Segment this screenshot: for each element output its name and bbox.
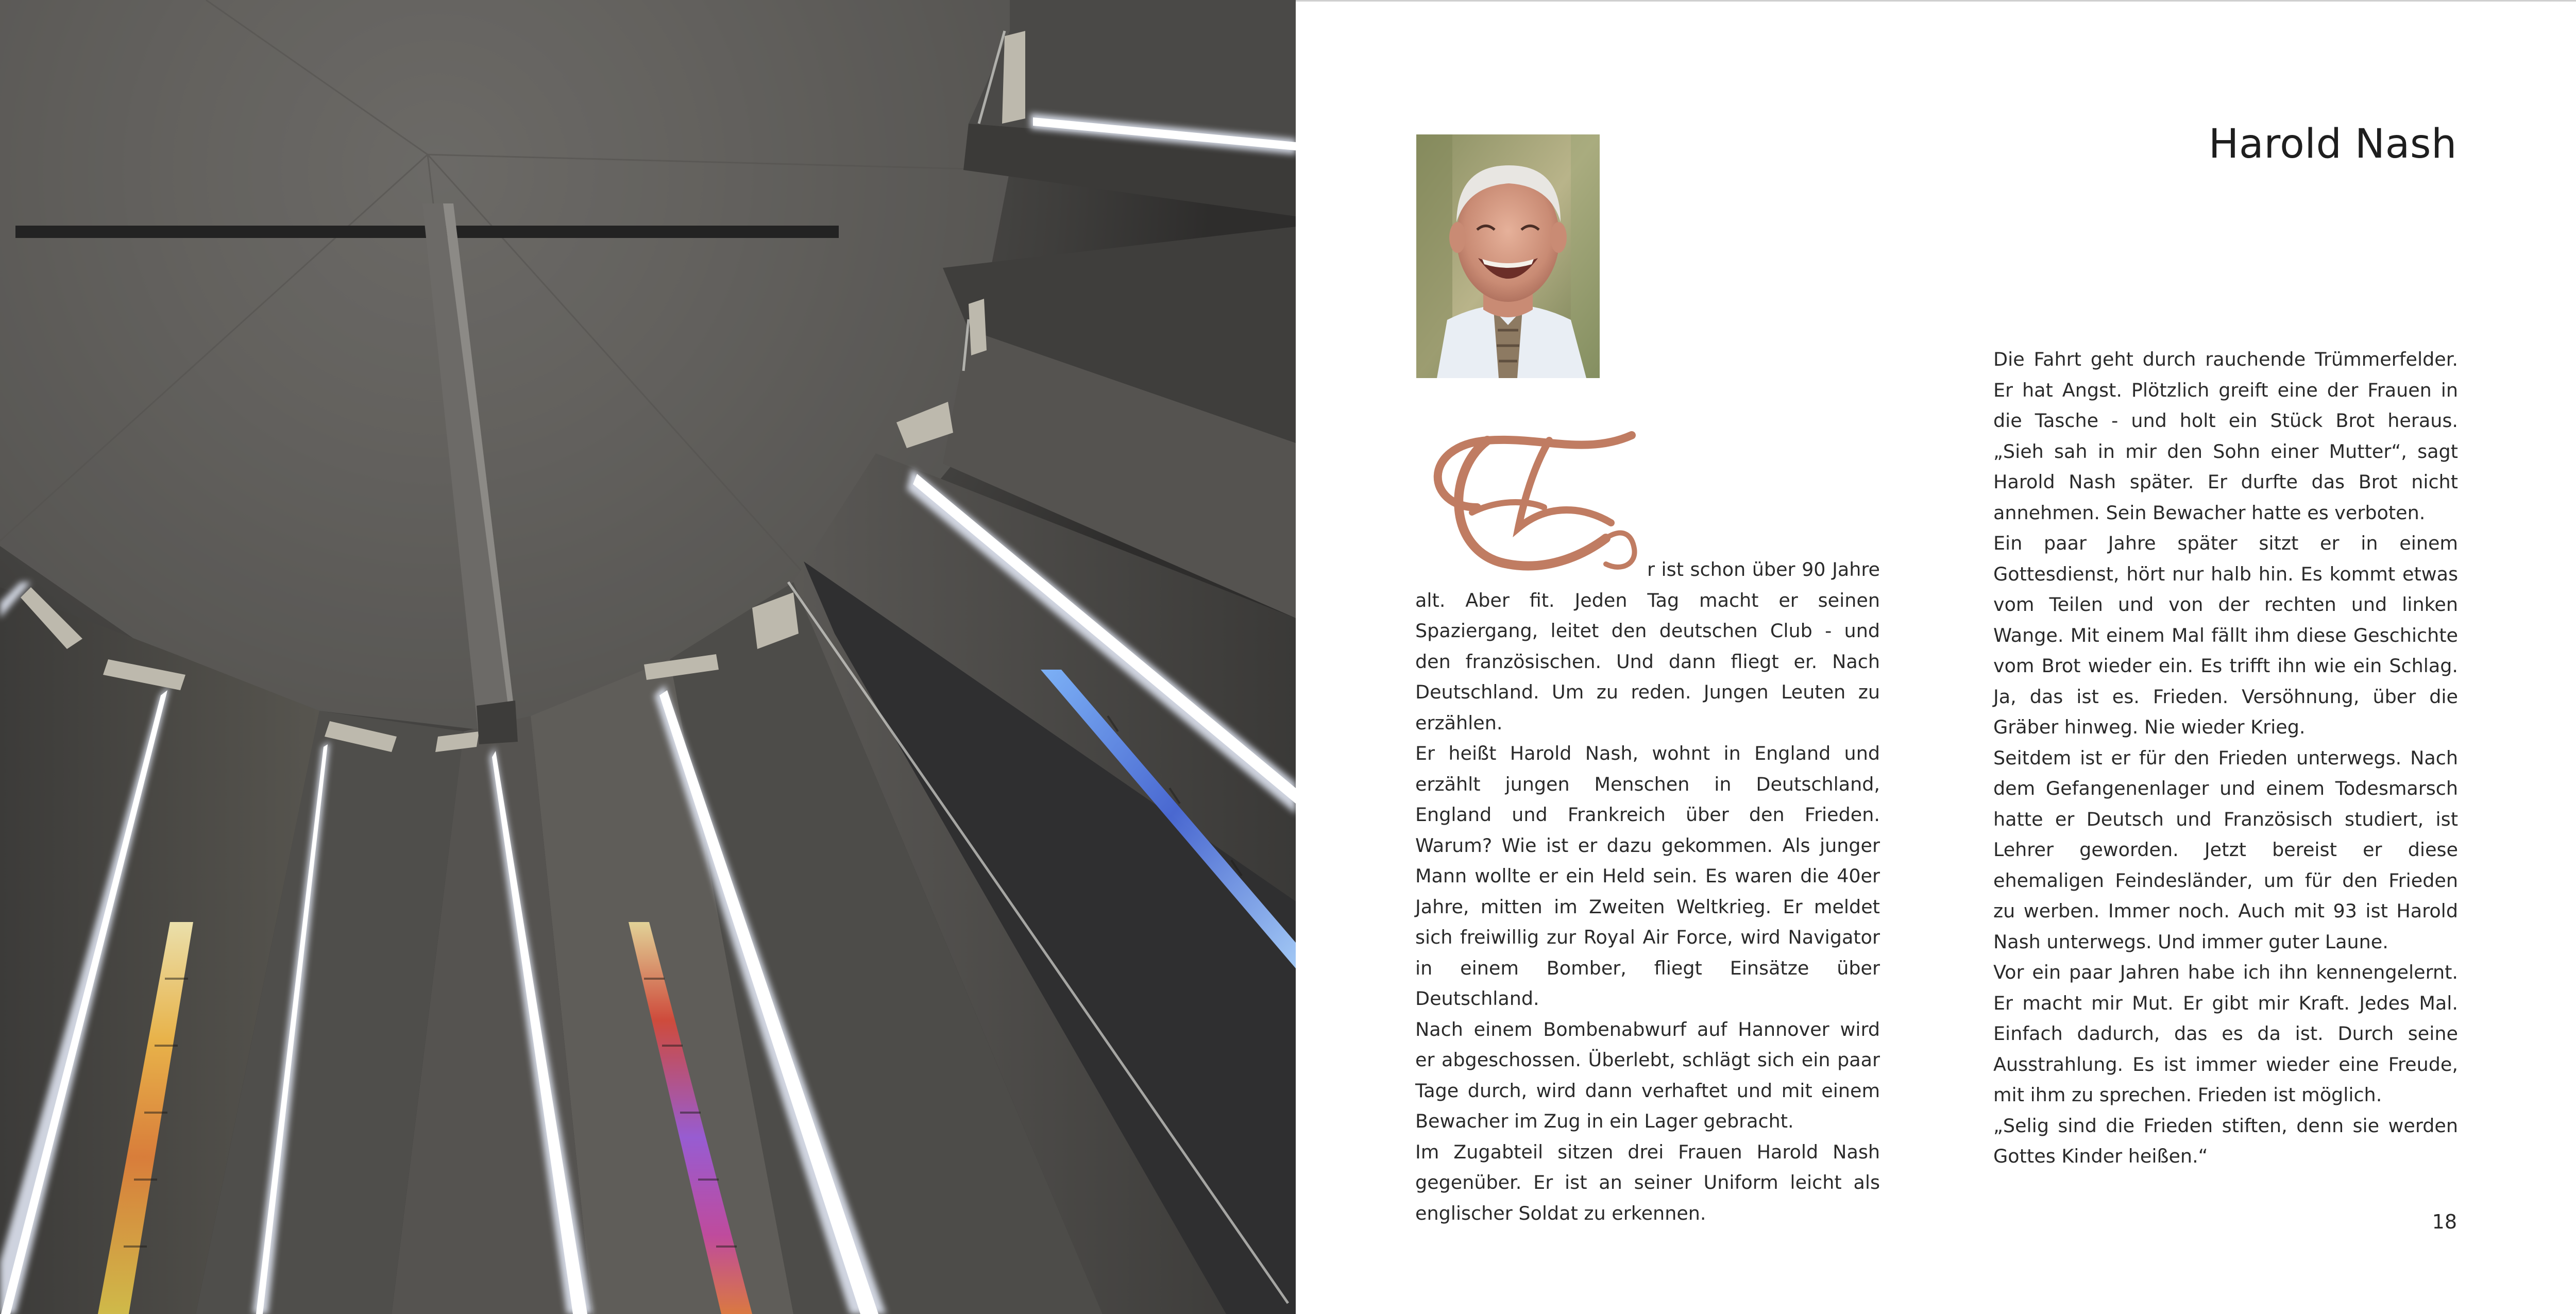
left-text-column bbox=[1415, 554, 1880, 1228]
page-title: Harold Nash bbox=[2208, 121, 2457, 167]
right-text-column bbox=[1993, 344, 2458, 1172]
harold-nash-portrait bbox=[1416, 134, 1600, 378]
text-page bbox=[1296, 0, 2576, 1314]
paragraph: Die Fahrt geht durch rauchende Trümmerfelder. Er hat Angst. Plötzlich greift eine der Frauen in die Tasche - und holt ein Stück Brot heraus. „Sieh sah in mir den Sohn einer Mutter“, sagt Harold Nash später. Er durfte das Brot nicht annehmen. Sein Bewacher hatte es verboten. bbox=[1993, 348, 2458, 524]
paragraph: Seitdem ist er für den Frieden unterwegs. Nach dem Gefangenenlager und einem Todesmarsch hatte er Deutsch und Französisch studiert, ist Lehrer geworden. Jetzt bereist er diese ehemaligen Feindesländer, um für den Frieden zu werben. Immer noch. Auch mit 93 ist Harold Nash unterwegs. Und immer guter Laune. bbox=[1993, 746, 2458, 953]
paragraph: Im Zugabteil sitzen drei Frauen Harold Nash gegenüber. Er ist an seiner Uniform leicht als englischer Soldat zu erkennen. bbox=[1415, 1140, 1880, 1224]
paragraph: Ein paar Jahre später sitzt er in einem Gottesdienst, hört nur halb hin. Es kommt etwas vom Teilen und von der rechten und linken Wange. Mit einem Mal fällt ihm diese Geschichte vom Brot wieder ein. Es trifft ihn wie ein Schlag. Ja, das ist es. Frieden. Versöhnung, über die Gräber hinweg. Nie wieder Krieg. bbox=[1993, 532, 2458, 738]
portrait-photo bbox=[1416, 134, 1600, 378]
paragraph: „Selig sind die Frieden stiften, denn sie werden Gottes Kinder heißen.“ bbox=[1993, 1114, 2458, 1167]
paragraph: r ist schon über 90 Jahre alt. Aber fit. Jeden Tag macht er seinen Spaziergang, leitet den deutschen Club - und den französischen. Und dann fliegt er. Nach Deutschland. Um zu reden. Jungen Leuten zu erzählen. bbox=[1415, 558, 1880, 734]
paragraph: Er heißt Harold Nash, wohnt in England und erzählt jungen Menschen in Deutschland, England und Frankreich über den Frieden. Warum? Wie ist er dazu gekommen. Als junger Mann wollte er ein Held sein. Es waren die 40er Jahre, mitten im Zweiten Weltkrieg. Er meldet sich freiwillig zur Royal Air Force, wird Navigator in einem Bomber, fliegt Einsätze über Deutschland. bbox=[1415, 742, 1880, 1010]
paragraph: Nach einem Bombenabwurf auf Hannover wird er abgeschossen. Überlebt, schlägt sich ein paar Tage durch, wird dann verhaftet und mit einem Bewacher im Zug in ein Lager gebracht. bbox=[1415, 1018, 1880, 1132]
page-number: 18 bbox=[2432, 1210, 2457, 1233]
paragraph: Vor ein paar Jahren habe ich ihn kennengelernt. Er macht mir Mut. Er gibt mir Kraft. Jedes Mal. Einfach dadurch, das es da ist. Durch seine Ausstrahlung. Es ist immer wieder eine Freude, mit ihm zu sprechen. Frieden ist möglich. bbox=[1993, 961, 2458, 1106]
